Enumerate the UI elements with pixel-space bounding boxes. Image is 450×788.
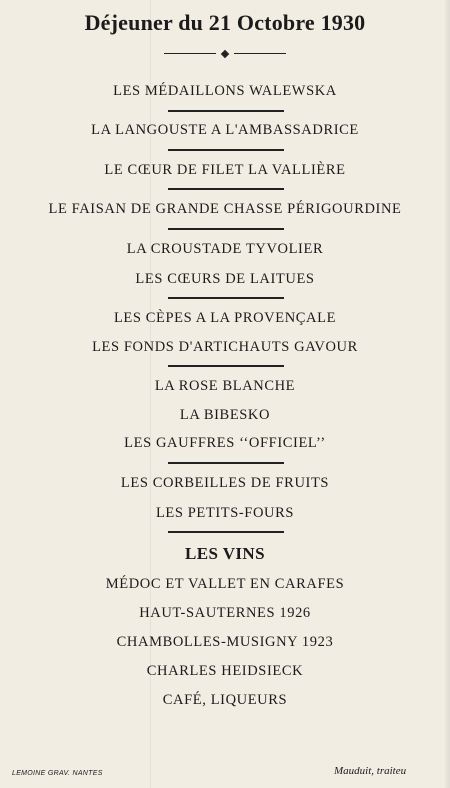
- course-item: LES CORBEILLES DE FRUITS: [120, 475, 330, 491]
- wine-item: HAUT-SAUTERNES 1926: [139, 605, 311, 621]
- course-item: LE CŒUR DE FILET LA VALLIÈRE: [104, 162, 346, 178]
- separator: [168, 188, 284, 190]
- separator: [168, 365, 284, 367]
- separator: [168, 110, 284, 112]
- caterer-credit: Mauduit, traiteu: [334, 765, 407, 777]
- course-item: LES MÉDAILLONS WALEWSKA: [113, 83, 337, 99]
- course-item: LES PETITS-FOURS: [155, 505, 295, 521]
- course-item: LE FAISAN DE GRANDE CHASSE PÉRIGOURDINE: [48, 201, 402, 217]
- wine-item: CHAMBOLLES-MUSIGNY 1923: [116, 634, 334, 650]
- separator: [168, 297, 284, 299]
- course-item: LES CÈPES A LA PROVENÇALE: [113, 310, 337, 326]
- separator: [168, 462, 284, 464]
- course-item: LA CROUSTADE TYVOLIER: [126, 241, 324, 257]
- course-item: LA ROSE BLANCHE: [154, 378, 296, 394]
- course-item: LA LANGOUSTE A L'AMBASSADRICE: [91, 122, 359, 138]
- wine-item: CAFÉ, LIQUEURS: [162, 692, 288, 708]
- separator: [168, 531, 284, 533]
- title-ornament: [164, 51, 286, 57]
- separator: [168, 149, 284, 151]
- course-item: LA BIBESKO: [179, 407, 271, 423]
- wine-item: CHARLES HEIDSIECK: [146, 663, 304, 679]
- engraver-credit: LEMOINE GRAV. NANTES: [12, 770, 103, 777]
- wines-heading: LES VINS: [185, 544, 265, 563]
- course-item: LES CŒURS DE LAITUES: [135, 271, 315, 287]
- course-item: LES FONDS D'ARTICHAUTS GAVOUR: [92, 339, 358, 355]
- menu-title: Déjeuner du 21 Octobre 1930: [84, 10, 366, 35]
- course-item: LES GAUFFRES ‘‘OFFICIEL’’: [124, 435, 326, 451]
- wine-item: MÉDOC ET VALLET EN CARAFES: [105, 576, 345, 592]
- separator: [168, 228, 284, 230]
